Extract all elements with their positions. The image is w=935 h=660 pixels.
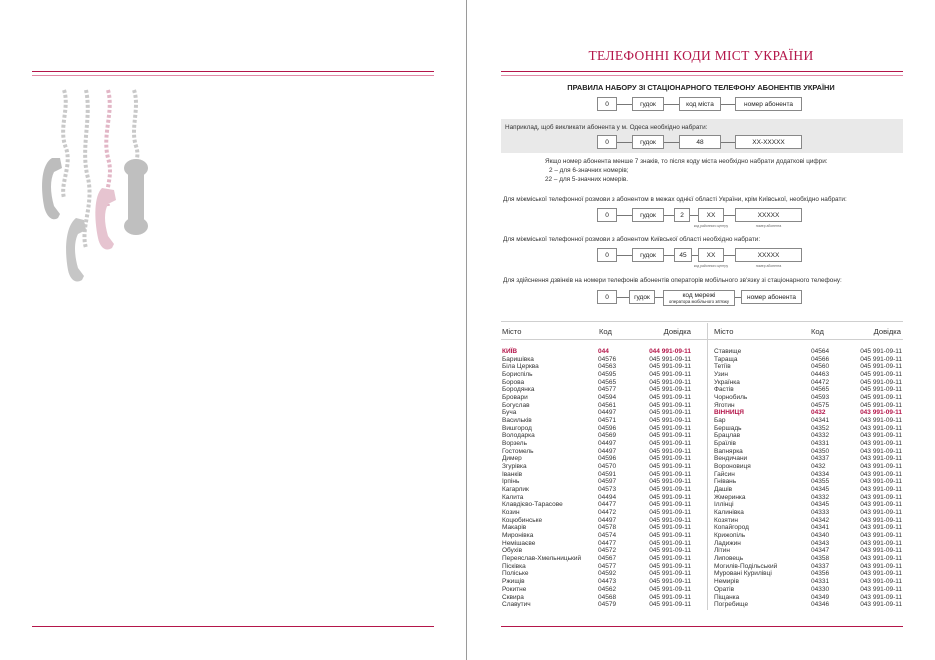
table-cell-city: Згурівка [502, 463, 527, 471]
table-cell-info: 045 991-09-11 [649, 593, 691, 601]
table-cell-code: 04333 [811, 509, 830, 517]
col-header-info: Довідка [873, 327, 901, 336]
seq-box: номер абонента [735, 97, 802, 111]
table-cell-city: Ладижин [714, 539, 741, 547]
table-cell-city: Козин [502, 509, 520, 517]
table-cell-code: 04593 [811, 394, 830, 402]
table-cell-code: 04574 [598, 532, 617, 540]
table-cell-info: 045 991-09-11 [860, 386, 902, 394]
seq-box: гудок [632, 248, 664, 262]
table-cell-info: 043 991-09-11 [860, 417, 902, 425]
table-cell-info: 043 991-09-11 [860, 562, 902, 570]
kyiv-code-caption: код районного центру [693, 264, 729, 268]
seq-connector [724, 255, 735, 256]
table-cell-info: 045 991-09-11 [649, 501, 691, 509]
table-cell-info: 045 991-09-11 [860, 371, 902, 379]
seq-box: 0 [597, 97, 617, 111]
table-cell-info: 045 991-09-11 [860, 363, 902, 371]
left-info-column [633, 348, 691, 609]
seq-box: 0 [597, 290, 617, 304]
table-top-rule [501, 321, 903, 322]
table-cell-code: 04341 [811, 524, 830, 532]
example-text: Наприклад, щоб викликати абонента у м. Одеса необхідно набрати: [505, 124, 708, 131]
table-cell-city: Тараща [714, 355, 738, 363]
table-cell-city: Біла Церква [502, 363, 539, 371]
rules-heading: ПРАВИЛА НАБОРУ ЗІ СТАЦІОНАРНОГО ТЕЛЕФОНУ АБОНЕНТІВ УКРАЇНИ [567, 83, 835, 92]
table-cell-info: 043 991-09-11 [860, 539, 902, 547]
table-column-separator [707, 323, 708, 610]
table-cell-code: 04572 [598, 547, 617, 555]
table-cell-city: Ржищів [502, 578, 525, 586]
table-cell-info: 043 991-09-11 [860, 432, 902, 440]
table-cell-info: 045 991-09-11 [649, 601, 691, 609]
table-cell-code: 04560 [811, 363, 830, 371]
right-code-column [811, 348, 829, 609]
table-cell-city: Українка [714, 378, 740, 386]
table-cell-info: 045 991-09-11 [649, 394, 691, 402]
table-cell-code: 04575 [811, 401, 830, 409]
seq-connector [617, 297, 629, 298]
table-cell-city: Баришівка [502, 355, 534, 363]
table-cell-code: 04330 [811, 585, 830, 593]
table-cell-info: 045 991-09-11 [860, 348, 902, 355]
table-cell-info: 045 991-09-11 [649, 417, 691, 425]
table-cell-code: 04472 [811, 378, 830, 386]
table-cell-info: 045 991-09-11 [649, 478, 691, 486]
table-header-rule [501, 339, 903, 340]
table-cell-info: 045 991-09-11 [649, 516, 691, 524]
col-header-city: Місто [502, 327, 522, 336]
table-cell-info: 045 991-09-11 [649, 386, 691, 394]
table-cell-info: 043 991-09-11 [860, 470, 902, 478]
seq-box: 48 [679, 135, 721, 149]
seq-connector [617, 215, 632, 216]
table-cell-info: 045 991-09-11 [860, 355, 902, 363]
table-cell-city: Кагарлик [502, 486, 529, 494]
table-cell-city: Фастів [714, 386, 734, 394]
table-cell-info: 045 991-09-11 [649, 532, 691, 540]
table-cell-city: Ворзель [502, 440, 527, 448]
table-cell-code: 04596 [598, 424, 617, 432]
table-cell-info: 045 991-09-11 [649, 570, 691, 578]
table-cell-code: 04494 [598, 493, 617, 501]
seq-connector [664, 104, 679, 105]
seq-connector [617, 255, 632, 256]
table-cell-code: 0432 [811, 409, 826, 417]
table-cell-info: 043 991-09-11 [860, 463, 902, 471]
table-cell-info: 044 991-09-11 [649, 348, 691, 355]
table-cell-code: 04577 [598, 562, 617, 570]
table-cell-code: 04596 [598, 455, 617, 463]
table-cell-info: 045 991-09-11 [860, 378, 902, 386]
table-cell-info: 043 991-09-11 [860, 509, 902, 517]
note-line: 2 – для 6-значних номерів; [549, 167, 629, 174]
table-cell-city: Бородянка [502, 386, 535, 394]
seq-connector [721, 104, 735, 105]
table-cell-code: 04345 [811, 501, 830, 509]
table-cell-city: Вороновиця [714, 463, 751, 471]
table-cell-code: 04473 [598, 578, 617, 586]
table-cell-city: Узин [714, 371, 728, 379]
region-text: Для міжміської телефонної розмови з абонентом в межах однієї області України, крім Київської, необхідно набрати: [503, 196, 847, 203]
seq-connector [690, 215, 698, 216]
left-city-column [502, 348, 581, 609]
table-cell-code: 04570 [598, 463, 617, 471]
table-cell-city: Рокитне [502, 585, 527, 593]
table-cell-code: 04497 [598, 447, 617, 455]
table-cell-code: 04341 [811, 417, 830, 425]
table-cell-info: 045 991-09-11 [649, 432, 691, 440]
right-city-column [714, 348, 777, 609]
table-cell-info: 045 991-09-11 [649, 463, 691, 471]
table-cell-code: 04346 [811, 601, 830, 609]
table-cell-code: 04342 [811, 516, 830, 524]
table-cell-code: 04345 [811, 486, 830, 494]
table-cell-city: Немішаєве [502, 539, 536, 547]
table-cell-city: Липовець [714, 555, 744, 563]
table-cell-code: 04332 [811, 493, 830, 501]
table-cell-code: 04563 [598, 363, 617, 371]
right-top-rule-thin [501, 75, 903, 76]
table-cell-info: 043 991-09-11 [860, 493, 902, 501]
table-cell-info: 043 991-09-11 [860, 447, 902, 455]
col-header-code: Код [811, 327, 824, 336]
seq-box: номер абонента [741, 290, 802, 304]
table-cell-code: 04577 [598, 386, 617, 394]
seq-connector [721, 142, 735, 143]
table-cell-info: 043 991-09-11 [860, 486, 902, 494]
table-cell-city: Іванків [502, 470, 523, 478]
table-cell-code: 04591 [598, 470, 617, 478]
table-cell-city: Немирів [714, 578, 739, 586]
table-cell-info: 043 991-09-11 [860, 524, 902, 532]
table-cell-code: 04567 [598, 555, 617, 563]
table-cell-code: 04497 [598, 440, 617, 448]
table-cell-info: 045 991-09-11 [649, 493, 691, 501]
table-cell-code: 04463 [811, 371, 830, 379]
table-cell-code: 04340 [811, 532, 830, 540]
table-cell-city: Тетіїв [714, 363, 731, 371]
table-cell-city: Крижопіль [714, 532, 746, 540]
table-cell-info: 043 991-09-11 [860, 532, 902, 540]
table-cell-info: 045 991-09-11 [649, 355, 691, 363]
seq-box: гудок [632, 208, 664, 222]
left-code-column [598, 348, 616, 609]
right-top-rule [501, 71, 903, 72]
table-cell-city: Вапнярка [714, 447, 743, 455]
seq-box: XX-XXXXX [735, 135, 802, 149]
table-cell-city: Богуслав [502, 401, 530, 409]
table-cell-code: 04355 [811, 478, 830, 486]
table-cell-code: 0432 [811, 463, 826, 471]
table-cell-info: 043 991-09-11 [860, 409, 902, 417]
seq-connector [724, 215, 735, 216]
table-cell-info: 045 991-09-11 [649, 470, 691, 478]
table-cell-code: 04565 [598, 378, 617, 386]
table-cell-info: 045 991-09-11 [649, 409, 691, 417]
seq-box: гудок [632, 97, 664, 111]
table-cell-city: Бровари [502, 394, 528, 402]
telephone-handsets-illustration [36, 88, 176, 288]
table-cell-city: Піщанка [714, 593, 740, 601]
seq-box: 0 [597, 135, 617, 149]
table-cell-city: Ставище [714, 348, 742, 355]
table-cell-info: 043 991-09-11 [860, 455, 902, 463]
seq-box-mobile-network [663, 290, 735, 306]
table-cell-city: Гайсин [714, 470, 735, 478]
right-info-column [844, 348, 902, 609]
table-cell-code: 04568 [598, 593, 617, 601]
table-cell-code: 04350 [811, 447, 830, 455]
table-cell-city: Козятин [714, 516, 739, 524]
table-cell-city: Жмеринка [714, 493, 746, 501]
table-cell-city: Бориспіль [502, 371, 533, 379]
seq-connector [617, 104, 632, 105]
table-cell-code: 04578 [598, 524, 617, 532]
table-cell-city: Калинівка [714, 509, 744, 517]
table-cell-code: 04331 [811, 440, 830, 448]
table-cell-city: Миронівка [502, 532, 534, 540]
table-cell-info: 045 991-09-11 [649, 509, 691, 517]
table-cell-info: 043 991-09-11 [860, 578, 902, 586]
table-cell-city: Оратів [714, 585, 735, 593]
table-cell-info: 045 991-09-11 [649, 363, 691, 371]
table-cell-code: 04477 [598, 539, 617, 547]
col-header-city: Місто [714, 327, 734, 336]
table-cell-code: 04358 [811, 555, 830, 563]
table-cell-code: 04343 [811, 539, 830, 547]
seq-connector [664, 142, 679, 143]
seq-connector [664, 215, 674, 216]
table-cell-city: Чорнобиль [714, 394, 748, 402]
table-cell-city: Бар [714, 417, 726, 425]
table-cell-city: Бершадь [714, 424, 742, 432]
note-line: 22 – для 5-значних номерів. [545, 176, 629, 183]
kyiv-number-caption: номер абонента [755, 264, 782, 268]
table-cell-info: 043 991-09-11 [860, 516, 902, 524]
table-cell-info: 045 991-09-11 [649, 547, 691, 555]
table-cell-info: 045 991-09-11 [860, 394, 902, 402]
table-cell-info: 045 991-09-11 [649, 455, 691, 463]
table-cell-code: 04472 [598, 509, 617, 517]
seq-connector [617, 142, 632, 143]
table-cell-city: Славутич [502, 601, 531, 609]
mobile-network-sub: оператора мобільного зв'язку [668, 299, 730, 304]
table-cell-info: 043 991-09-11 [860, 440, 902, 448]
table-cell-code: 04334 [811, 470, 830, 478]
table-cell-city: Васильків [502, 417, 532, 425]
table-cell-info: 045 991-09-11 [649, 401, 691, 409]
table-cell-city: Поліське [502, 570, 529, 578]
table-cell-city: Яготин [714, 401, 735, 409]
right-bottom-rule [501, 626, 903, 627]
seq-box: гудок [629, 290, 655, 304]
table-cell-city: Гнівань [714, 478, 737, 486]
table-cell-code: 04597 [598, 478, 617, 486]
table-cell-city: Димер [502, 455, 522, 463]
table-cell-info: 043 991-09-11 [860, 555, 902, 563]
seq-box: XXXXX [735, 208, 802, 222]
table-cell-city: Гостомель [502, 447, 534, 455]
col-header-info: Довідка [663, 327, 691, 336]
table-cell-info: 045 991-09-11 [649, 447, 691, 455]
seq-box: 0 [597, 208, 617, 222]
table-cell-info: 043 991-09-11 [860, 585, 902, 593]
dial-sequence-mobile [597, 290, 807, 305]
table-cell-info: 045 991-09-11 [649, 555, 691, 563]
seq-box: XXXXX [735, 248, 802, 262]
table-cell-city: Пісківка [502, 562, 526, 570]
table-cell-city: Сквира [502, 593, 524, 601]
table-cell-city: Муровані Курилівці [714, 570, 772, 578]
table-cell-code: 04497 [598, 409, 617, 417]
table-cell-code: 04352 [811, 424, 830, 432]
region-code-caption: код районного центру [693, 224, 729, 228]
table-cell-info: 043 991-09-11 [860, 601, 902, 609]
table-cell-city: Брацлав [714, 432, 741, 440]
table-cell-city: Іллінці [714, 501, 734, 509]
table-cell-city: Борова [502, 378, 525, 386]
table-cell-code: 04349 [811, 593, 830, 601]
table-cell-info: 045 991-09-11 [649, 378, 691, 386]
left-top-rule [32, 71, 434, 72]
table-cell-city: ВІННИЦЯ [714, 409, 744, 417]
seq-box: 0 [597, 248, 617, 262]
table-cell-info: 043 991-09-11 [860, 424, 902, 432]
table-cell-city: Буча [502, 409, 517, 417]
left-page [0, 0, 466, 660]
table-cell-city: Ірпінь [502, 478, 520, 486]
col-header-code: Код [599, 327, 612, 336]
seq-connector [655, 297, 663, 298]
kyiv-text: Для міжміської телефонної розмови з абонентом Київської області необхідно набрати: [503, 236, 761, 243]
table-cell-city: Дашів [714, 486, 733, 494]
table-cell-city: Могилів-Подільський [714, 562, 778, 570]
table-cell-code: 04569 [598, 432, 617, 440]
left-top-rule-thin [32, 75, 434, 76]
dial-sequence-kyiv [597, 248, 807, 268]
table-cell-info: 045 991-09-11 [860, 401, 902, 409]
table-cell-city: КИЇВ [502, 348, 518, 355]
table-cell-city: Макарів [502, 524, 527, 532]
note-line: Якщо номер абонента менше 7 знаків, то після коду міста необхідно набрати додаткові цифри: [545, 158, 828, 165]
left-bottom-rule [32, 626, 434, 627]
table-cell-info: 045 991-09-11 [649, 440, 691, 448]
mobile-text: Для здійснення дзвінків на номери телефонів абонентів операторів мобільного зв'язку зі стаціонарного телефону: [503, 277, 842, 284]
table-cell-code: 04564 [811, 348, 830, 355]
table-cell-info: 043 991-09-11 [860, 570, 902, 578]
table-cell-code: 04592 [598, 570, 617, 578]
seq-box: 45 [674, 248, 692, 262]
table-cell-code: 04337 [811, 562, 830, 570]
table-cell-code: 04561 [598, 401, 617, 409]
seq-box: код міста [679, 97, 721, 111]
table-cell-code: 04337 [811, 455, 830, 463]
table-cell-code: 044 [598, 348, 609, 355]
table-cell-code: 04347 [811, 547, 830, 555]
table-cell-code: 04331 [811, 578, 830, 586]
table-cell-city: Коцюбинське [502, 516, 543, 524]
table-cell-code: 04565 [811, 386, 830, 394]
table-cell-code: 04332 [811, 432, 830, 440]
seq-connector [664, 255, 674, 256]
table-cell-info: 045 991-09-11 [649, 524, 691, 532]
table-cell-code: 04562 [598, 585, 617, 593]
seq-box: гудок [632, 135, 664, 149]
table-cell-info: 043 991-09-11 [860, 478, 902, 486]
table-cell-city: Вишгород [502, 424, 532, 432]
table-cell-info: 043 991-09-11 [860, 547, 902, 555]
table-cell-code: 04595 [598, 371, 617, 379]
table-cell-code: 04571 [598, 417, 617, 425]
table-cell-city: Погребище [714, 601, 749, 609]
table-cell-info: 045 991-09-11 [649, 424, 691, 432]
table-cell-city: Переяслав-Хмельницький [502, 555, 582, 563]
table-cell-code: 04573 [598, 486, 617, 494]
table-cell-city: Вендичани [714, 455, 748, 463]
seq-box: XX [698, 248, 724, 262]
table-cell-city: Калита [502, 493, 524, 501]
table-cell-code: 04477 [598, 501, 617, 509]
table-cell-info: 043 991-09-11 [860, 593, 902, 601]
table-cell-code: 04594 [598, 394, 617, 402]
table-cell-info: 045 991-09-11 [649, 578, 691, 586]
table-cell-info: 045 991-09-11 [649, 562, 691, 570]
table-cell-code: 04566 [811, 355, 830, 363]
table-cell-city: Володарка [502, 432, 535, 440]
seq-box: XX [698, 208, 724, 222]
page-title: ТЕЛЕФОННІ КОДИ МІСТ УКРАЇНИ [588, 48, 814, 63]
table-cell-city: Обухів [502, 547, 523, 555]
dial-sequence-general [597, 97, 807, 112]
right-page [467, 0, 935, 660]
table-cell-info: 045 991-09-11 [649, 371, 691, 379]
table-cell-city: Літин [714, 547, 730, 555]
table-cell-info: 045 991-09-11 [649, 486, 691, 494]
table-cell-code: 04497 [598, 516, 617, 524]
table-cell-city: Копайгород [714, 524, 749, 532]
dial-sequence-region [597, 208, 807, 228]
table-cell-code: 04579 [598, 601, 617, 609]
region-number-caption: номер абонента [755, 224, 782, 228]
table-cell-code: 04576 [598, 355, 617, 363]
table-cell-city: Клавдієво-Тарасове [502, 501, 563, 509]
table-cell-info: 045 991-09-11 [649, 539, 691, 547]
table-cell-info: 043 991-09-11 [860, 501, 902, 509]
mobile-network-label: код мережі [682, 292, 716, 299]
table-cell-code: 04356 [811, 570, 830, 578]
table-cell-city: Браїлів [714, 440, 736, 448]
seq-box: 2 [674, 208, 690, 222]
dial-sequence-example [597, 135, 807, 150]
table-cell-info: 045 991-09-11 [649, 585, 691, 593]
